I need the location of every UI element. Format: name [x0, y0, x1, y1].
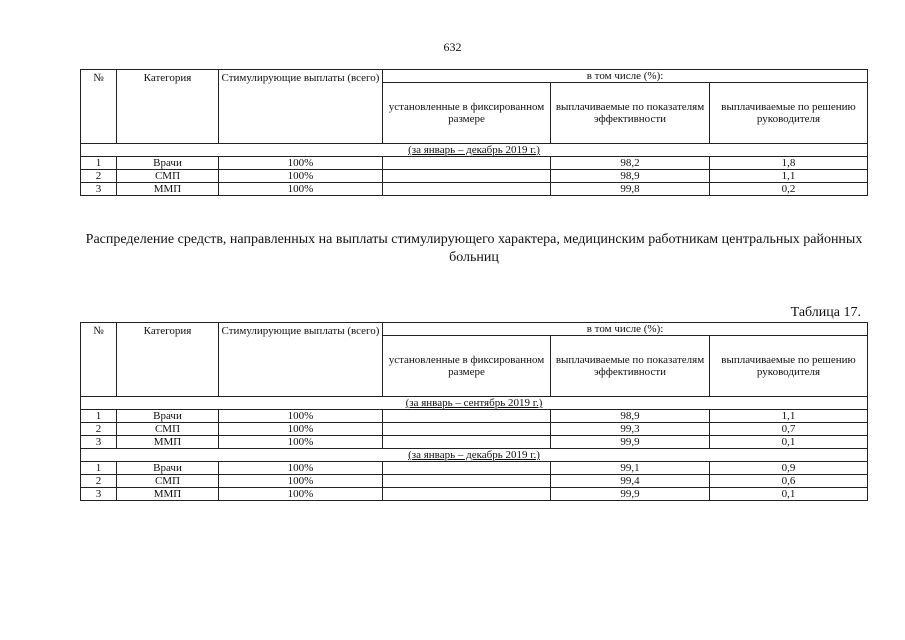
row-head-decision: 0,1: [710, 488, 868, 501]
row-total: 100%: [219, 423, 383, 436]
row-head-decision: 0,2: [710, 183, 868, 196]
row-num: 1: [81, 410, 117, 423]
row-category: Врачи: [117, 462, 219, 475]
row-efficiency: 99,9: [551, 436, 710, 449]
row-fixed: [383, 475, 551, 488]
table-row: [81, 410, 868, 423]
row-total: 100%: [219, 436, 383, 449]
row-efficiency: 99,4: [551, 475, 710, 488]
header-category: Категория: [117, 323, 219, 397]
row-category: Врачи: [117, 410, 219, 423]
row-head-decision: 1,8: [710, 157, 868, 170]
header-head-decision: выплачиваемые по решению руководителя: [710, 336, 868, 397]
row-total: 100%: [219, 410, 383, 423]
row-head-decision: 0,9: [710, 462, 868, 475]
table-number-label: Таблица 17.: [790, 305, 861, 320]
stimulus-payments-table-1: [80, 69, 868, 196]
row-category: ММП: [117, 488, 219, 501]
row-num: 3: [81, 488, 117, 501]
table-row: [81, 436, 868, 449]
header-efficiency: выплачиваемые по показателям эффективности: [551, 83, 710, 144]
row-efficiency: 98,9: [551, 410, 710, 423]
header-total: Стимулирующие выплаты (всего): [219, 70, 383, 144]
row-efficiency: 99,9: [551, 488, 710, 501]
row-num: 2: [81, 170, 117, 183]
row-category: СМП: [117, 170, 219, 183]
row-category: ММП: [117, 183, 219, 196]
page-number: 632: [443, 40, 462, 54]
row-fixed: [383, 436, 551, 449]
table-row: [81, 423, 868, 436]
header-fixed: установленные в фиксированном размере: [383, 336, 551, 397]
row-head-decision: 0,7: [710, 423, 868, 436]
header-row: [81, 323, 868, 336]
header-head-decision: выплачиваемые по решению руководителя: [710, 83, 868, 144]
header-fixed: установленные в фиксированном размере: [383, 83, 551, 144]
row-total: 100%: [219, 157, 383, 170]
row-fixed: [383, 170, 551, 183]
row-efficiency: 98,2: [551, 157, 710, 170]
row-fixed: [383, 423, 551, 436]
row-fixed: [383, 157, 551, 170]
header-num: №: [81, 323, 117, 397]
row-num: 3: [81, 183, 117, 196]
row-total: 100%: [219, 475, 383, 488]
table-row: [81, 170, 868, 183]
row-category: СМП: [117, 475, 219, 488]
period-row: [81, 449, 868, 462]
table-row: [81, 157, 868, 170]
row-head-decision: 1,1: [710, 410, 868, 423]
row-total: 100%: [219, 170, 383, 183]
row-category: ММП: [117, 436, 219, 449]
row-num: 1: [81, 462, 117, 475]
row-efficiency: 99,1: [551, 462, 710, 475]
row-head-decision: 0,1: [710, 436, 868, 449]
row-total: 100%: [219, 183, 383, 196]
row-head-decision: 1,1: [710, 170, 868, 183]
table-row: [81, 488, 868, 501]
period-label: (за январь – декабрь 2019 г.): [81, 449, 868, 462]
table-row: [81, 183, 868, 196]
row-category: Врачи: [117, 157, 219, 170]
period-row: [81, 144, 868, 157]
header-row: [81, 70, 868, 83]
header-num: №: [81, 70, 117, 144]
row-fixed: [383, 488, 551, 501]
row-total: 100%: [219, 462, 383, 475]
header-including: в том числе (%):: [383, 70, 868, 83]
row-num: 2: [81, 423, 117, 436]
row-fixed: [383, 462, 551, 475]
table-row: [81, 475, 868, 488]
period-row: [81, 397, 868, 410]
row-head-decision: 0,6: [710, 475, 868, 488]
row-efficiency: 99,8: [551, 183, 710, 196]
table-row: [81, 462, 868, 475]
period-label: (за январь – декабрь 2019 г.): [81, 144, 868, 157]
row-fixed: [383, 410, 551, 423]
stimulus-payments-table-17: [80, 322, 868, 501]
row-num: 3: [81, 436, 117, 449]
row-num: 2: [81, 475, 117, 488]
row-total: 100%: [219, 488, 383, 501]
row-category: СМП: [117, 423, 219, 436]
table-caption: Распределение средств, направленных на выплаты стимулирующего характера, медицинским работникам центральных районных больниц: [85, 232, 863, 265]
row-efficiency: 99,3: [551, 423, 710, 436]
header-efficiency: выплачиваемые по показателям эффективности: [551, 336, 710, 397]
header-total: Стимулирующие выплаты (всего): [219, 323, 383, 397]
row-efficiency: 98,9: [551, 170, 710, 183]
header-including: в том числе (%):: [383, 323, 868, 336]
period-label: (за январь – сентябрь 2019 г.): [81, 397, 868, 410]
header-category: Категория: [117, 70, 219, 144]
row-fixed: [383, 183, 551, 196]
row-num: 1: [81, 157, 117, 170]
